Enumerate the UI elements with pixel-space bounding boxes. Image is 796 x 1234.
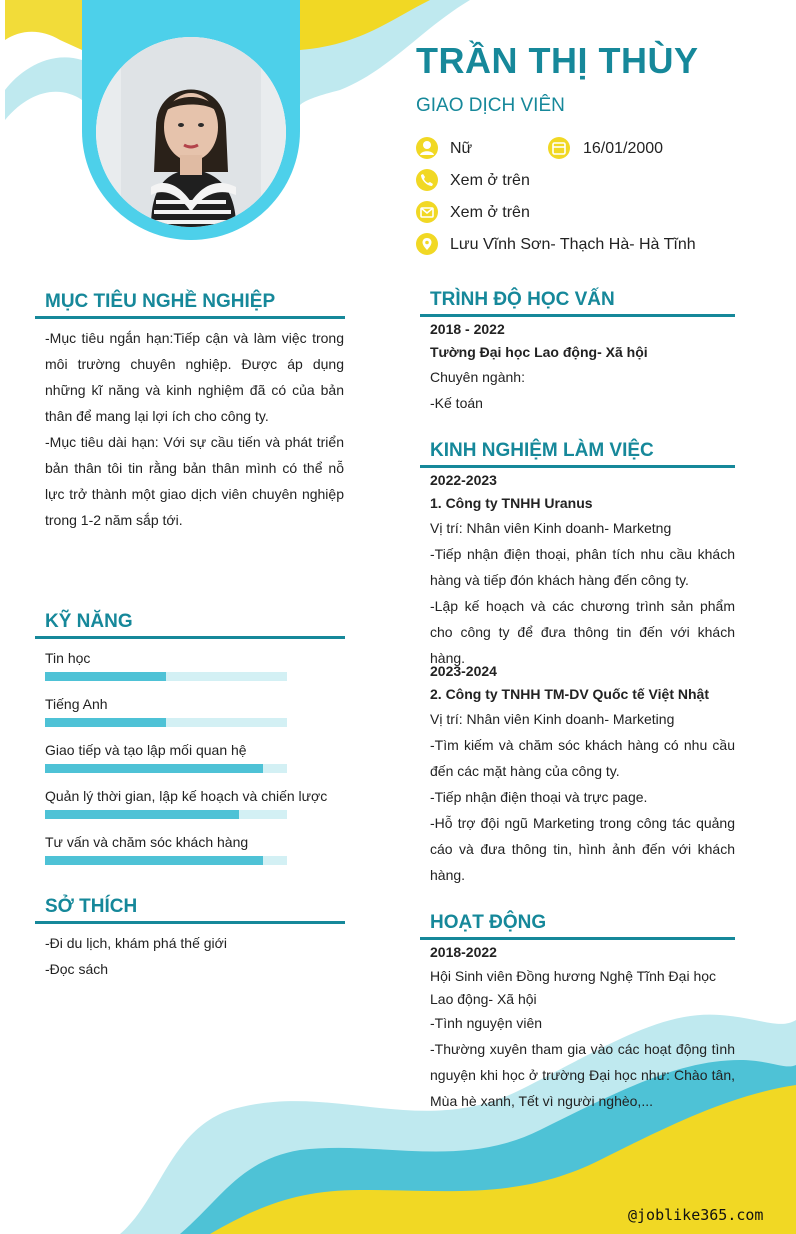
job-duty: -Tiếp nhận điện thoại và trực page. — [430, 789, 648, 805]
phone-icon — [416, 169, 438, 191]
email-value: Xem ở trên — [450, 204, 530, 221]
job-company: 1. Công ty TNHH Uranus — [430, 495, 593, 511]
education-major: -Kế toán — [430, 395, 483, 411]
experience-divider — [420, 465, 735, 468]
skill-label: Tiếng Anh — [45, 696, 108, 712]
skill-label: Tin học — [45, 650, 91, 666]
skill-bar — [45, 764, 287, 773]
objective-heading: MỤC TIÊU NGHỀ NGHIỆP — [45, 291, 276, 312]
skill-bar — [45, 856, 287, 865]
skills-divider — [35, 636, 345, 639]
job-duties — [430, 541, 735, 671]
job-duty: -Hỗ trợ đội ngũ Marketing trong công tác quảng cáo và đưa thông tin, hình ảnh đến với khách hàng. — [430, 815, 735, 883]
hobby-item: -Đọc sách — [45, 961, 109, 977]
user-icon — [416, 137, 438, 159]
gender-value: Nữ — [450, 140, 473, 157]
calendar-icon — [548, 137, 570, 159]
activity-role: -Tình nguyện viên — [430, 1015, 543, 1031]
activity-desc — [430, 1036, 735, 1114]
skill-label: Quản lý thời gian, lập kế hoạch và chiến lược — [45, 788, 328, 804]
objective-text — [45, 325, 344, 533]
job-period: 2023-2024 — [430, 663, 497, 679]
activity-period: 2018-2022 — [430, 944, 497, 960]
skill-bar — [45, 672, 287, 681]
job-title: GIAO DỊCH VIÊN — [416, 95, 565, 116]
job-period: 2022-2023 — [430, 472, 497, 488]
candidate-name: TRẦN THỊ THÙY — [416, 40, 699, 81]
footer-handle: @joblike365.com — [628, 1206, 764, 1224]
hobbies-heading: SỞ THÍCH — [45, 896, 138, 917]
skill-bar-fill — [45, 672, 166, 681]
objective-short-term: -Mục tiêu ngắn hạn:Tiếp cận và làm việc trong môi trường chuyên nghiệp. Được áp dụng những kĩ năng và kinh nghiệm đã có của bản thân để mang lại lợi ích cho công ty. — [45, 330, 344, 424]
activity-desc-text: -Thường xuyên tham gia vào các hoạt động tình nguyện khi học ở trường Đại học như: Chào tân, Mùa hè xanh, Tết vì người nghèo,... — [430, 1041, 735, 1109]
dob-value: 16/01/2000 — [583, 140, 664, 157]
phone-value: Xem ở trên — [450, 172, 530, 189]
skill-label: Giao tiếp và tạo lập mối quan hệ — [45, 742, 247, 758]
skills-heading: KỸ NĂNG — [45, 611, 133, 632]
job-duty: -Tìm kiếm và chăm sóc khách hàng có nhu cầu đến các mặt hàng của công ty. — [430, 737, 735, 779]
education-period: 2018 - 2022 — [430, 321, 505, 337]
activity-org: Hội Sinh viên Đồng hương Nghệ Tĩnh Đại học Lao động- Xã hội — [430, 968, 717, 1007]
hobbies-divider — [35, 921, 345, 924]
education-school: Tường Đại học Lao động- Xã hội — [430, 344, 648, 360]
skill-bar-fill — [45, 810, 239, 819]
education-heading: TRÌNH ĐỘ HỌC VẤN — [430, 289, 615, 310]
location-pin-icon — [416, 233, 438, 255]
education-divider — [420, 314, 735, 317]
email-icon — [416, 201, 438, 223]
skill-label: Tư vấn và chăm sóc khách hàng — [45, 834, 249, 850]
objective-long-term: -Mục tiêu dài hạn: Với sự cầu tiến và phát triển bản thân tôi tin rằng bản thân mình có thể nỗ lực trở thành một giao dịch viên chuyên nghiệp trong 1-2 năm sắp tới. — [45, 434, 344, 528]
experience-heading: KINH NGHIỆM LÀM VIỆC — [430, 440, 654, 461]
hobby-item: -Đi du lịch, khám phá thế giới — [45, 935, 227, 951]
profile-photo — [96, 37, 286, 227]
education-major-label: Chuyên ngành: — [430, 369, 525, 385]
job-position: Vị trí: Nhân viên Kinh doanh- Marketing — [430, 711, 675, 727]
skill-bar-fill — [45, 764, 263, 773]
skill-bar-fill — [45, 718, 166, 727]
job-duty: -Tiếp nhận điện thoại, phân tích nhu cầu khách hàng và tiếp đón khách hàng đến công ty. — [430, 546, 735, 588]
activities-heading: HOẠT ĐỘNG — [430, 912, 547, 933]
activities-divider — [420, 937, 735, 940]
objective-divider — [35, 316, 345, 319]
job-position: Vị trí: Nhân viên Kinh doanh- Marketng — [430, 520, 672, 536]
skill-bar-fill — [45, 856, 263, 865]
skill-bar — [45, 810, 287, 819]
job-company: 2. Công ty TNHH TM-DV Quốc tế Việt Nhật — [430, 686, 709, 702]
skill-bar — [45, 718, 287, 727]
job-duty: -Lập kế hoạch và các chương trình sản phẩm cho công ty để đưa thông tin đến với khách hàng. — [430, 598, 735, 666]
address-value: Lưu Vĩnh Sơn- Thạch Hà- Hà Tĩnh — [450, 236, 696, 253]
job-duties — [430, 732, 735, 888]
